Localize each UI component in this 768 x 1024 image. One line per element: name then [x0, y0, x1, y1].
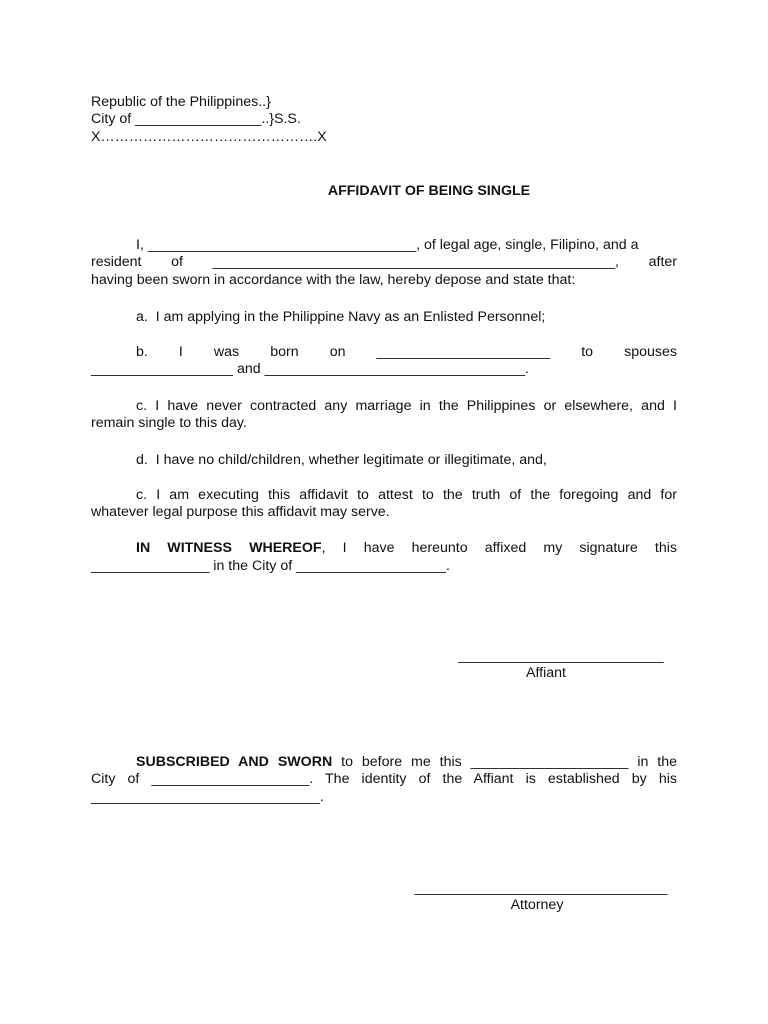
witness-heading: IN WITNESS WHEREOF	[136, 540, 322, 556]
subscribed-heading: SUBSCRIBED AND SWORN	[136, 754, 333, 770]
subscribed-line-2: City of ____________________. The identity of the Affiant is established by his	[91, 771, 677, 787]
subscribed-rest: to before me this ____________________ in the	[332, 754, 677, 770]
header-republic: Republic of the Philippines..}	[91, 94, 271, 110]
intro-of: of	[171, 254, 183, 270]
intro-resident: resident	[91, 254, 142, 270]
document-title: AFFIDAVIT OF BEING SINGLE	[327, 183, 531, 199]
item-b-line-2: __________________ and _________________________________.	[91, 361, 529, 377]
witness-line-1	[136, 540, 677, 557]
item-b-label: b.	[136, 344, 148, 360]
intro-residence-blank: ___________________________________________________,	[212, 254, 619, 270]
header-city: City of ________________..}S.S.	[91, 111, 301, 127]
intro-line-2	[91, 254, 677, 271]
item-d: d. I have no child/children, whether legitimate or illegitimate, and,	[136, 452, 547, 468]
header-divider: X……………………………………….X	[91, 129, 327, 145]
affiant-label: Affiant	[526, 665, 566, 681]
item-b-word: born	[270, 344, 299, 360]
item-b-line-1	[136, 344, 677, 361]
item-b-word: on	[329, 344, 346, 360]
subscribed-line-3: _____________________________.	[91, 789, 324, 805]
witness-rest: , I have hereunto affixed my signature this	[321, 540, 677, 556]
item-c2-line-1: c. I am executing this affidavit to attest to the truth of the foregoing and for	[136, 487, 677, 503]
item-c1-line-1: c. I have never contracted any marriage in the Philippines or elsewhere, and I	[136, 398, 677, 414]
affiant-signature-line: __________________________	[458, 648, 664, 664]
item-b-word: was	[213, 344, 240, 360]
attorney-signature-line: ________________________________	[414, 880, 668, 896]
item-b-word: I	[178, 344, 183, 360]
item-b-word: spouses	[624, 344, 677, 360]
witness-line-2: _______________ in the City of ___________________.	[91, 558, 450, 574]
item-b-word: to	[581, 344, 594, 360]
intro-after: after	[648, 254, 677, 270]
item-c2-line-2: whatever legal purpose this affidavit may serve.	[91, 504, 390, 520]
intro-line-3: having been sworn in accordance with the law, hereby depose and state that:	[91, 272, 576, 288]
item-a: a. I am applying in the Philippine Navy as an Enlisted Personnel;	[136, 309, 546, 325]
item-c1-line-2: remain single to this day.	[91, 415, 247, 431]
item-b-birthdate-blank: ______________________	[376, 344, 551, 360]
intro-line-1: I, __________________________________, of legal age, single, Filipino, and a	[136, 237, 639, 253]
attorney-label: Attorney	[510, 897, 564, 913]
subscribed-line-1	[136, 754, 677, 771]
